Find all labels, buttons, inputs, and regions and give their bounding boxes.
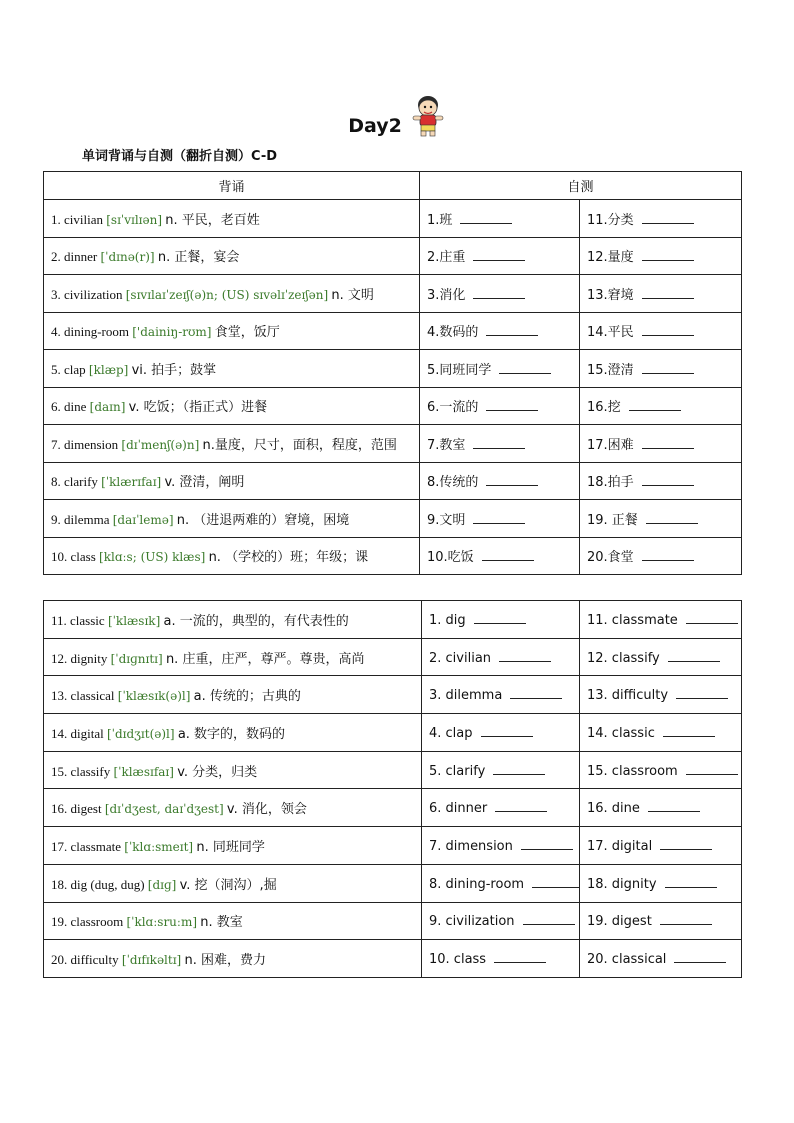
entry-number: 17.	[51, 838, 68, 854]
vocab-entry	[44, 902, 422, 940]
entry-phonetic: [ˈdɪɡnɪtɪ]	[110, 651, 163, 666]
answer-blank[interactable]	[674, 950, 726, 963]
selftest-prompt: 7.教室	[427, 437, 466, 453]
selftest-cell	[420, 462, 580, 500]
selftest-prompt: 18.拍手	[587, 475, 634, 491]
selftest-cell	[422, 714, 580, 752]
selftest-prompt: 11. classmate	[587, 612, 678, 628]
selftest-cell	[580, 751, 742, 789]
entry-word: classmate	[70, 838, 122, 854]
selftest-prompt: 6. dinner	[429, 801, 488, 817]
vocab-entry	[44, 537, 420, 575]
selftest-prompt: 10.吃饭	[427, 550, 474, 566]
selftest-prompt: 16. dine	[587, 801, 640, 817]
answer-blank[interactable]	[493, 762, 545, 775]
entry-number: 11.	[51, 612, 67, 628]
entry-phonetic: [ˈklæsɪk]	[107, 613, 161, 628]
entry-number: 14.	[51, 725, 68, 741]
answer-blank[interactable]	[646, 511, 698, 524]
entry-definition: v. 澄清，阐明	[164, 475, 245, 491]
answer-blank[interactable]	[499, 361, 551, 374]
entry-phonetic: [ˈklɑːsruːm]	[126, 915, 198, 930]
answer-blank[interactable]	[521, 837, 573, 850]
selftest-cell	[580, 537, 742, 575]
entry-phonetic: [ˈklɑːsmeɪt]	[124, 839, 194, 854]
selftest-prompt: 13. difficulty	[587, 688, 669, 704]
entry-number: 2.	[51, 249, 61, 265]
answer-blank[interactable]	[474, 611, 526, 624]
selftest-prompt: 19. 正餐	[587, 512, 638, 528]
answer-blank[interactable]	[473, 436, 525, 449]
answer-blank[interactable]	[660, 837, 712, 850]
entry-phonetic: [dɪˈdʒest, daɪˈdʒest]	[104, 802, 224, 817]
entry-word: civilian	[64, 211, 103, 227]
selftest-prompt: 20. classical	[587, 952, 667, 968]
selftest-prompt: 15.澄清	[587, 362, 634, 378]
entry-number: 13.	[51, 688, 68, 704]
answer-blank[interactable]	[642, 248, 694, 261]
vocab-entry	[44, 312, 420, 350]
entry-definition: n. 困难，费力	[184, 953, 266, 969]
vocab-entry	[44, 676, 422, 714]
header-selftest: 自测	[420, 172, 742, 200]
table-row	[44, 940, 742, 978]
entry-word: dine	[64, 399, 87, 415]
answer-blank[interactable]	[642, 436, 694, 449]
entry-number: 1.	[51, 211, 61, 227]
answer-blank[interactable]	[473, 248, 525, 261]
selftest-cell	[420, 350, 580, 388]
selftest-prompt: 5.同班同学	[427, 362, 492, 378]
answer-blank[interactable]	[642, 323, 694, 336]
entry-definition: v. 吃饭；（指正式）进餐	[128, 400, 268, 416]
entry-number: 18.	[51, 876, 68, 892]
table-row	[44, 237, 742, 275]
entry-phonetic: [ˈklæsɪfaɪ]	[113, 764, 174, 779]
selftest-prompt: 11.分类	[587, 212, 634, 228]
answer-blank[interactable]	[494, 950, 546, 963]
answer-blank[interactable]	[642, 548, 694, 561]
entry-phonetic: [dɪˈmenʃ(ə)n]	[121, 437, 200, 452]
entry-number: 5.	[51, 361, 61, 377]
selftest-cell	[580, 789, 742, 827]
entry-phonetic: [daɪˈlemə]	[112, 512, 174, 527]
entry-word: classroom	[70, 914, 124, 930]
entry-word: digital	[70, 725, 104, 741]
selftest-prompt: 8.传统的	[427, 475, 479, 491]
selftest-prompt: 4. clap	[429, 725, 473, 741]
vocab-table-2	[43, 600, 742, 978]
vocab-entry	[44, 200, 420, 238]
selftest-cell	[422, 827, 580, 865]
selftest-cell	[422, 864, 580, 902]
table-row	[44, 714, 742, 752]
entry-definition: n. 教室	[200, 915, 243, 931]
answer-blank[interactable]	[648, 799, 700, 812]
answer-blank[interactable]	[642, 211, 694, 224]
entry-phonetic: [ˈklæsɪk(ə)l]	[117, 689, 191, 704]
selftest-cell	[580, 500, 742, 538]
selftest-cell	[420, 275, 580, 313]
answer-blank[interactable]	[481, 724, 533, 737]
selftest-cell	[420, 200, 580, 238]
selftest-prompt: 6.一流的	[427, 400, 479, 416]
answer-blank[interactable]	[532, 875, 579, 888]
vocab-entry	[44, 500, 420, 538]
selftest-prompt: 2. civilian	[429, 650, 492, 666]
entry-definition: v. 分类，归类	[177, 764, 258, 780]
entry-number: 4.	[51, 324, 61, 340]
answer-blank[interactable]	[523, 912, 575, 925]
selftest-prompt: 14. classic	[587, 725, 655, 741]
selftest-cell	[420, 500, 580, 538]
entry-definition: vi. 拍手；鼓掌	[131, 362, 217, 378]
entry-word: clap	[64, 361, 86, 377]
answer-blank[interactable]	[495, 799, 547, 812]
entry-definition: n. （学校的）班；年级；课	[208, 550, 369, 566]
vocab-entry	[44, 350, 420, 388]
entry-definition: 食堂，饭厅	[214, 325, 280, 341]
entry-definition: a. 数字的，数码的	[177, 726, 286, 742]
selftest-cell	[580, 638, 742, 676]
title-area	[0, 94, 794, 138]
selftest-prompt: 16.挖	[587, 400, 621, 416]
entry-phonetic: [ˈdɪfɪkəltɪ]	[121, 953, 182, 968]
entry-number: 3.	[51, 286, 61, 302]
entry-definition: v. 消化，领会	[226, 802, 307, 818]
entry-number: 10.	[51, 549, 68, 565]
vocab-entry	[44, 462, 420, 500]
vocab-entry	[44, 751, 422, 789]
selftest-cell	[420, 537, 580, 575]
table-row	[44, 751, 742, 789]
table-row	[44, 864, 742, 902]
entry-number: 8.	[51, 474, 61, 490]
vocab-entry	[44, 638, 422, 676]
selftest-cell	[580, 387, 742, 425]
vocab-entry	[44, 714, 422, 752]
entry-word: civilization	[64, 286, 123, 302]
selftest-cell	[580, 827, 742, 865]
page-title: Day2	[348, 115, 402, 137]
selftest-prompt: 2.庄重	[427, 250, 466, 266]
table-row	[44, 387, 742, 425]
entry-definition: n.量度，尺寸，面积，程度，范围	[202, 437, 397, 453]
selftest-prompt: 20.食堂	[587, 550, 634, 566]
entry-word: digest	[70, 801, 102, 817]
answer-blank[interactable]	[486, 323, 538, 336]
answer-blank[interactable]	[676, 686, 728, 699]
entry-definition: n. 庄重，庄严，尊严。尊贵，高尚	[165, 651, 365, 667]
entry-word: dilemma	[64, 511, 110, 527]
vocab-entry	[44, 864, 422, 902]
table-row	[44, 902, 742, 940]
vocab-entry	[44, 940, 422, 978]
entry-definition: n. （进退两难的）窘境，困境	[176, 512, 350, 528]
entry-number: 7.	[51, 436, 61, 452]
table-row	[44, 676, 742, 714]
entry-phonetic: [sɪˈvɪlɪən]	[106, 212, 163, 227]
answer-blank[interactable]	[473, 511, 525, 524]
table-row	[44, 425, 742, 463]
answer-blank[interactable]	[486, 473, 538, 486]
table-row	[44, 638, 742, 676]
selftest-cell	[420, 425, 580, 463]
entry-definition: n. 正餐，宴会	[157, 250, 240, 266]
answer-blank[interactable]	[510, 686, 562, 699]
selftest-prompt: 3.消化	[427, 287, 466, 303]
selftest-cell	[580, 350, 742, 388]
selftest-prompt: 17.困难	[587, 437, 634, 453]
entry-word: classify	[70, 763, 111, 779]
selftest-prompt: 17. digital	[587, 838, 653, 854]
subtitle: 单词背诵与自测（翻折自测）C-D	[82, 149, 278, 164]
selftest-cell	[580, 312, 742, 350]
entry-word: dignity	[70, 650, 108, 666]
entry-definition: n. 同班同学	[196, 839, 265, 855]
selftest-prompt: 3. dilemma	[429, 688, 503, 704]
selftest-prompt: 1. dig	[429, 612, 466, 628]
entry-word: classical	[70, 688, 115, 704]
entry-phonetic: [daɪn]	[89, 400, 126, 415]
answer-blank[interactable]	[686, 611, 738, 624]
entry-word: difficulty	[70, 952, 119, 968]
entry-word: classic	[70, 612, 105, 628]
selftest-cell	[580, 601, 742, 639]
vocab-entry	[44, 237, 420, 275]
selftest-cell	[422, 902, 580, 940]
answer-blank[interactable]	[473, 286, 525, 299]
selftest-cell	[422, 676, 580, 714]
selftest-cell	[580, 425, 742, 463]
answer-blank[interactable]	[642, 286, 694, 299]
selftest-cell	[580, 902, 742, 940]
table-row	[44, 350, 742, 388]
vocab-entry	[44, 387, 420, 425]
entry-number: 20.	[51, 952, 68, 968]
selftest-cell	[422, 601, 580, 639]
selftest-cell	[580, 940, 742, 978]
selftest-prompt: 5. clarify	[429, 763, 486, 779]
selftest-prompt: 18. dignity	[587, 876, 657, 892]
selftest-prompt: 10. class	[429, 952, 487, 968]
entry-phonetic: [ˈklærɪfaɪ]	[101, 475, 162, 490]
answer-blank[interactable]	[686, 762, 738, 775]
table-row	[44, 462, 742, 500]
answer-blank[interactable]	[482, 548, 534, 561]
entry-number: 6.	[51, 399, 61, 415]
selftest-prompt: 9.文明	[427, 512, 466, 528]
table-row	[44, 275, 742, 313]
selftest-cell	[580, 200, 742, 238]
table-row	[44, 500, 742, 538]
entry-word: class	[70, 549, 96, 565]
entry-phonetic: [sɪvɪlaɪˈzeɪʃ(ə)n; (US) sɪvəlɪˈzeɪʃən]	[125, 287, 329, 302]
vocab-entry	[44, 425, 420, 463]
entry-phonetic: ['dainiŋ-rʊm]	[132, 325, 212, 340]
selftest-cell	[420, 237, 580, 275]
selftest-cell	[580, 864, 742, 902]
entry-word: dining-room	[64, 324, 129, 340]
entry-phonetic: [klɑːs; (US) klæs]	[99, 550, 206, 565]
vocab-entry	[44, 827, 422, 865]
entry-number: 16.	[51, 801, 68, 817]
entry-number: 15.	[51, 763, 68, 779]
entry-phonetic: [ˈdɪdʒɪt(ə)l]	[106, 726, 175, 741]
answer-blank[interactable]	[499, 649, 551, 662]
table-row	[44, 537, 742, 575]
entry-definition: n. 文明	[331, 287, 374, 303]
entry-word: dimension	[64, 436, 119, 452]
entry-definition: v. 挖（洞沟）,掘	[179, 877, 277, 893]
selftest-cell	[422, 789, 580, 827]
selftest-cell	[420, 387, 580, 425]
table-row	[44, 200, 742, 238]
entry-word: clarify	[64, 474, 98, 490]
selftest-cell	[422, 940, 580, 978]
answer-blank[interactable]	[665, 875, 717, 888]
entry-definition: a. 传统的；古典的	[193, 689, 301, 705]
selftest-prompt: 9. civilization	[429, 914, 515, 930]
cartoon-boy-icon	[408, 94, 446, 138]
answer-blank[interactable]	[642, 473, 694, 486]
selftest-cell	[580, 462, 742, 500]
table-row	[44, 827, 742, 865]
entry-phonetic: [dɪɡ]	[147, 877, 177, 892]
entry-word: dig (dug, dug)	[70, 876, 145, 892]
entry-phonetic: [klæp]	[88, 362, 129, 377]
answer-blank[interactable]	[486, 398, 538, 411]
vocab-entry	[44, 275, 420, 313]
entry-definition: n. 平民，老百姓	[165, 212, 260, 228]
entry-number: 9.	[51, 511, 61, 527]
selftest-prompt: 4.数码的	[427, 325, 479, 341]
entry-phonetic: [ˈdɪnə(r)]	[100, 250, 155, 265]
answer-blank[interactable]	[663, 724, 715, 737]
answer-blank[interactable]	[668, 649, 720, 662]
table-row	[44, 312, 742, 350]
entry-number: 19.	[51, 914, 68, 930]
selftest-cell	[580, 676, 742, 714]
table-row	[44, 601, 742, 639]
selftest-prompt: 8. dining-room	[429, 876, 525, 892]
selftest-cell	[420, 312, 580, 350]
header-recite: 背诵	[44, 172, 420, 200]
vocab-table-1	[43, 171, 742, 575]
selftest-prompt: 12. classify	[587, 650, 660, 666]
answer-blank[interactable]	[460, 211, 512, 224]
selftest-cell	[422, 751, 580, 789]
selftest-cell	[580, 275, 742, 313]
selftest-prompt: 1.班	[427, 212, 453, 228]
selftest-prompt: 14.平民	[587, 325, 634, 341]
entry-definition: a. 一流的，典型的，有代表性的	[163, 613, 349, 629]
selftest-cell	[422, 638, 580, 676]
table-header-row	[44, 172, 742, 200]
vocab-entry	[44, 601, 422, 639]
selftest-prompt: 7. dimension	[429, 838, 513, 854]
vocab-entry	[44, 789, 422, 827]
entry-word: dinner	[64, 249, 98, 265]
entry-number: 12.	[51, 650, 68, 666]
selftest-prompt: 12.量度	[587, 250, 634, 266]
answer-blank[interactable]	[642, 361, 694, 374]
table-row	[44, 789, 742, 827]
selftest-cell	[580, 237, 742, 275]
selftest-prompt: 13.窘境	[587, 287, 634, 303]
selftest-prompt: 15. classroom	[587, 763, 678, 779]
answer-blank[interactable]	[660, 912, 712, 925]
answer-blank[interactable]	[629, 398, 681, 411]
selftest-prompt: 19. digest	[587, 914, 652, 930]
selftest-cell	[580, 714, 742, 752]
